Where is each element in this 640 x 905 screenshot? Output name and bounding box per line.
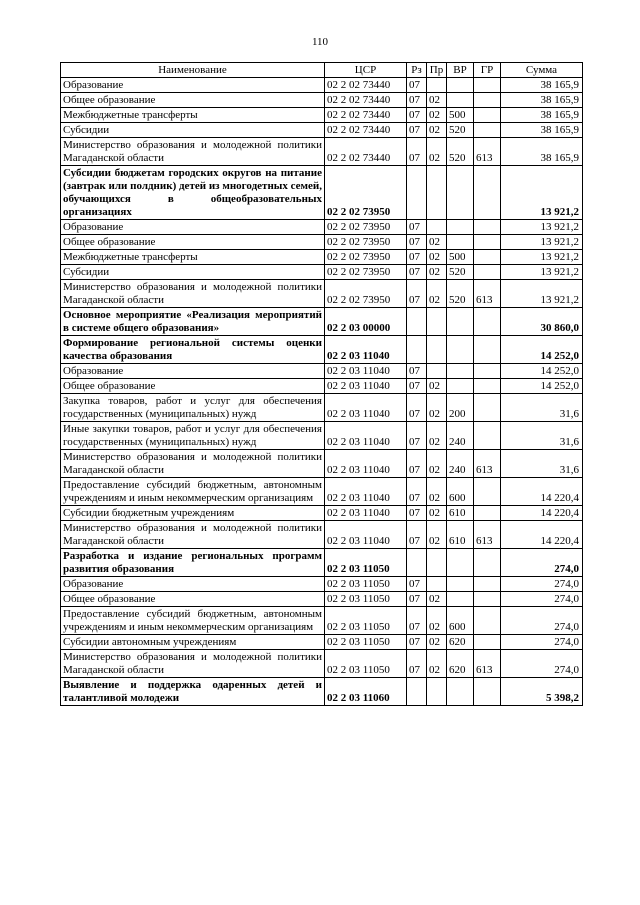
row-vr bbox=[447, 336, 474, 364]
row-csr: 02 2 03 11040 bbox=[325, 450, 407, 478]
row-vr: 520 bbox=[447, 138, 474, 166]
row-pr: 02 bbox=[427, 635, 447, 650]
table-body bbox=[61, 78, 583, 706]
table-row bbox=[61, 422, 583, 450]
row-name: Межбюджетные трансферты bbox=[61, 250, 325, 265]
row-csr: 02 2 03 11040 bbox=[325, 394, 407, 422]
row-csr: 02 2 02 73440 bbox=[325, 138, 407, 166]
row-vr: 600 bbox=[447, 478, 474, 506]
row-sum: 13 921,2 bbox=[501, 280, 583, 308]
row-sum: 274,0 bbox=[501, 650, 583, 678]
row-sum: 13 921,2 bbox=[501, 220, 583, 235]
row-sum: 14 220,4 bbox=[501, 506, 583, 521]
row-rz: 07 bbox=[407, 265, 427, 280]
row-name: Иные закупки товаров, работ и услуг для обеспечения государственных (муниципальных) нужд bbox=[61, 422, 325, 450]
row-pr: 02 bbox=[427, 422, 447, 450]
row-vr bbox=[447, 379, 474, 394]
row-csr: 02 2 03 11040 bbox=[325, 336, 407, 364]
table-row bbox=[61, 394, 583, 422]
row-name: Образование bbox=[61, 220, 325, 235]
row-gr bbox=[474, 336, 501, 364]
row-vr: 240 bbox=[447, 450, 474, 478]
row-vr bbox=[447, 308, 474, 336]
table-row bbox=[61, 235, 583, 250]
row-pr bbox=[427, 166, 447, 220]
row-sum: 274,0 bbox=[501, 549, 583, 577]
row-rz: 07 bbox=[407, 394, 427, 422]
table-row bbox=[61, 220, 583, 235]
row-vr bbox=[447, 592, 474, 607]
row-sum: 14 220,4 bbox=[501, 521, 583, 549]
row-name: Образование bbox=[61, 577, 325, 592]
page-number: 110 bbox=[311, 36, 329, 48]
row-rz: 07 bbox=[407, 93, 427, 108]
row-csr: 02 2 02 73950 bbox=[325, 166, 407, 220]
row-vr bbox=[447, 235, 474, 250]
row-name: Образование bbox=[61, 364, 325, 379]
row-name: Министерство образования и молодежной политики Магаданской области bbox=[61, 138, 325, 166]
row-pr: 02 bbox=[427, 250, 447, 265]
row-pr bbox=[427, 78, 447, 93]
row-rz: 07 bbox=[407, 123, 427, 138]
row-name: Общее образование bbox=[61, 235, 325, 250]
row-sum: 274,0 bbox=[501, 577, 583, 592]
row-rz: 07 bbox=[407, 235, 427, 250]
row-rz bbox=[407, 166, 427, 220]
row-vr bbox=[447, 364, 474, 379]
table-row bbox=[61, 108, 583, 123]
row-rz: 07 bbox=[407, 220, 427, 235]
row-gr bbox=[474, 78, 501, 93]
row-gr: 613 bbox=[474, 138, 501, 166]
row-vr: 500 bbox=[447, 250, 474, 265]
row-name: Субсидии бюджетам городских округов на питание (завтрак или полдник) детей из многодетных семей, обучающихся в общеобразовательных организациях bbox=[61, 166, 325, 220]
row-sum: 38 165,9 bbox=[501, 93, 583, 108]
row-rz: 07 bbox=[407, 364, 427, 379]
row-pr bbox=[427, 220, 447, 235]
row-rz: 07 bbox=[407, 422, 427, 450]
row-rz: 07 bbox=[407, 379, 427, 394]
row-pr: 02 bbox=[427, 235, 447, 250]
row-csr: 02 2 03 11060 bbox=[325, 678, 407, 706]
row-name: Субсидии бюджетным учреждениям bbox=[61, 506, 325, 521]
row-gr bbox=[474, 250, 501, 265]
row-name: Разработка и издание региональных программ развития образования bbox=[61, 549, 325, 577]
row-sum: 38 165,9 bbox=[501, 123, 583, 138]
table-row bbox=[61, 549, 583, 577]
header-vr: ВР bbox=[447, 63, 474, 78]
row-vr: 600 bbox=[447, 607, 474, 635]
row-vr bbox=[447, 678, 474, 706]
row-csr: 02 2 03 11050 bbox=[325, 650, 407, 678]
row-vr: 500 bbox=[447, 108, 474, 123]
row-gr bbox=[474, 592, 501, 607]
row-csr: 02 2 03 11050 bbox=[325, 607, 407, 635]
row-vr bbox=[447, 577, 474, 592]
row-sum: 38 165,9 bbox=[501, 78, 583, 93]
table-row bbox=[61, 336, 583, 364]
table-row bbox=[61, 650, 583, 678]
table-header-row bbox=[61, 63, 583, 78]
table-row bbox=[61, 521, 583, 549]
row-sum: 14 252,0 bbox=[501, 364, 583, 379]
row-csr: 02 2 03 11050 bbox=[325, 635, 407, 650]
row-rz: 07 bbox=[407, 635, 427, 650]
row-vr bbox=[447, 93, 474, 108]
row-gr: 613 bbox=[474, 280, 501, 308]
row-csr: 02 2 02 73440 bbox=[325, 93, 407, 108]
row-sum: 274,0 bbox=[501, 607, 583, 635]
row-rz bbox=[407, 336, 427, 364]
row-gr bbox=[474, 364, 501, 379]
row-name: Межбюджетные трансферты bbox=[61, 108, 325, 123]
row-gr: 613 bbox=[474, 450, 501, 478]
row-name: Министерство образования и молодежной политики Магаданской области bbox=[61, 450, 325, 478]
row-pr bbox=[427, 308, 447, 336]
row-rz: 07 bbox=[407, 592, 427, 607]
row-name: Выявление и поддержка одаренных детей и талантливой молодежи bbox=[61, 678, 325, 706]
row-pr: 02 bbox=[427, 394, 447, 422]
row-rz: 07 bbox=[407, 521, 427, 549]
row-vr: 520 bbox=[447, 280, 474, 308]
row-csr: 02 2 03 11040 bbox=[325, 506, 407, 521]
table-row bbox=[61, 678, 583, 706]
row-csr: 02 2 03 11040 bbox=[325, 521, 407, 549]
budget-table bbox=[60, 62, 583, 706]
row-pr: 02 bbox=[427, 280, 447, 308]
row-pr: 02 bbox=[427, 123, 447, 138]
row-name: Субсидии bbox=[61, 123, 325, 138]
row-csr: 02 2 02 73950 bbox=[325, 265, 407, 280]
row-sum: 31,6 bbox=[501, 422, 583, 450]
row-csr: 02 2 03 11050 bbox=[325, 549, 407, 577]
row-pr: 02 bbox=[427, 607, 447, 635]
row-pr: 02 bbox=[427, 521, 447, 549]
row-name: Министерство образования и молодежной политики Магаданской области bbox=[61, 650, 325, 678]
row-pr: 02 bbox=[427, 478, 447, 506]
table-row bbox=[61, 592, 583, 607]
table-row bbox=[61, 506, 583, 521]
row-sum: 31,6 bbox=[501, 450, 583, 478]
row-name: Образование bbox=[61, 78, 325, 93]
row-sum: 13 921,2 bbox=[501, 235, 583, 250]
table-row bbox=[61, 166, 583, 220]
row-csr: 02 2 02 73950 bbox=[325, 250, 407, 265]
row-name: Основное мероприятие «Реализация мероприятий в системе общего образования» bbox=[61, 308, 325, 336]
row-gr bbox=[474, 220, 501, 235]
row-gr bbox=[474, 93, 501, 108]
row-rz: 07 bbox=[407, 450, 427, 478]
row-sum: 14 252,0 bbox=[501, 336, 583, 364]
row-name: Общее образование bbox=[61, 93, 325, 108]
row-pr bbox=[427, 549, 447, 577]
row-vr bbox=[447, 166, 474, 220]
row-rz: 07 bbox=[407, 478, 427, 506]
row-sum: 13 921,2 bbox=[501, 250, 583, 265]
table-row bbox=[61, 308, 583, 336]
table-row bbox=[61, 123, 583, 138]
header-name: Наименование bbox=[61, 63, 325, 78]
row-gr bbox=[474, 265, 501, 280]
row-pr: 02 bbox=[427, 93, 447, 108]
table-row bbox=[61, 280, 583, 308]
row-pr: 02 bbox=[427, 379, 447, 394]
row-gr bbox=[474, 577, 501, 592]
row-rz bbox=[407, 678, 427, 706]
header-rz: Рз bbox=[407, 63, 427, 78]
row-gr bbox=[474, 235, 501, 250]
row-gr bbox=[474, 678, 501, 706]
row-name: Закупка товаров, работ и услуг для обеспечения государственных (муниципальных) нужд bbox=[61, 394, 325, 422]
row-gr bbox=[474, 123, 501, 138]
row-name: Формирование региональной системы оценки качества образования bbox=[61, 336, 325, 364]
row-sum: 38 165,9 bbox=[501, 108, 583, 123]
row-pr bbox=[427, 678, 447, 706]
row-name: Субсидии автономным учреждениям bbox=[61, 635, 325, 650]
table-row bbox=[61, 250, 583, 265]
row-rz: 07 bbox=[407, 250, 427, 265]
row-sum: 13 921,2 bbox=[501, 265, 583, 280]
table-row bbox=[61, 607, 583, 635]
row-sum: 274,0 bbox=[501, 635, 583, 650]
row-rz: 07 bbox=[407, 650, 427, 678]
row-gr bbox=[474, 308, 501, 336]
row-sum: 14 252,0 bbox=[501, 379, 583, 394]
table-row bbox=[61, 265, 583, 280]
row-pr bbox=[427, 577, 447, 592]
row-vr: 520 bbox=[447, 123, 474, 138]
row-rz: 07 bbox=[407, 78, 427, 93]
row-sum: 30 860,0 bbox=[501, 308, 583, 336]
row-csr: 02 2 03 00000 bbox=[325, 308, 407, 336]
table-row bbox=[61, 478, 583, 506]
row-csr: 02 2 02 73440 bbox=[325, 78, 407, 93]
table-row bbox=[61, 364, 583, 379]
row-name: Общее образование bbox=[61, 379, 325, 394]
row-rz: 07 bbox=[407, 108, 427, 123]
row-csr: 02 2 03 11040 bbox=[325, 422, 407, 450]
row-vr: 620 bbox=[447, 635, 474, 650]
row-sum: 38 165,9 bbox=[501, 138, 583, 166]
row-sum: 274,0 bbox=[501, 592, 583, 607]
row-gr: 613 bbox=[474, 521, 501, 549]
row-gr bbox=[474, 478, 501, 506]
row-csr: 02 2 03 11040 bbox=[325, 364, 407, 379]
row-sum: 13 921,2 bbox=[501, 166, 583, 220]
row-gr bbox=[474, 394, 501, 422]
row-pr: 02 bbox=[427, 138, 447, 166]
table-row bbox=[61, 450, 583, 478]
row-gr bbox=[474, 549, 501, 577]
row-vr: 620 bbox=[447, 650, 474, 678]
row-pr bbox=[427, 336, 447, 364]
row-csr: 02 2 03 11040 bbox=[325, 478, 407, 506]
row-sum: 14 220,4 bbox=[501, 478, 583, 506]
row-vr bbox=[447, 78, 474, 93]
row-sum: 31,6 bbox=[501, 394, 583, 422]
header-csr: ЦСР bbox=[325, 63, 407, 78]
row-gr bbox=[474, 108, 501, 123]
row-csr: 02 2 03 11050 bbox=[325, 577, 407, 592]
row-vr: 610 bbox=[447, 506, 474, 521]
row-rz: 07 bbox=[407, 607, 427, 635]
row-gr bbox=[474, 607, 501, 635]
row-rz: 07 bbox=[407, 577, 427, 592]
row-vr: 200 bbox=[447, 394, 474, 422]
row-pr: 02 bbox=[427, 506, 447, 521]
row-rz: 07 bbox=[407, 506, 427, 521]
table-row bbox=[61, 138, 583, 166]
row-gr bbox=[474, 635, 501, 650]
row-sum: 5 398,2 bbox=[501, 678, 583, 706]
row-name: Предоставление субсидий бюджетным, автономным учреждениям и иным некоммерческим организациям bbox=[61, 478, 325, 506]
row-csr: 02 2 03 11050 bbox=[325, 592, 407, 607]
row-name: Субсидии bbox=[61, 265, 325, 280]
row-vr bbox=[447, 549, 474, 577]
row-pr: 02 bbox=[427, 650, 447, 678]
row-rz: 07 bbox=[407, 138, 427, 166]
row-gr bbox=[474, 506, 501, 521]
row-csr: 02 2 02 73950 bbox=[325, 235, 407, 250]
row-gr bbox=[474, 166, 501, 220]
row-csr: 02 2 02 73440 bbox=[325, 108, 407, 123]
row-name: Предоставление субсидий бюджетным, автономным учреждениям и иным некоммерческим организациям bbox=[61, 607, 325, 635]
table-row bbox=[61, 635, 583, 650]
row-gr bbox=[474, 379, 501, 394]
row-name: Общее образование bbox=[61, 592, 325, 607]
row-gr: 613 bbox=[474, 650, 501, 678]
table-row bbox=[61, 78, 583, 93]
table-row bbox=[61, 379, 583, 394]
row-csr: 02 2 02 73950 bbox=[325, 280, 407, 308]
row-rz: 07 bbox=[407, 280, 427, 308]
row-vr: 520 bbox=[447, 265, 474, 280]
row-gr bbox=[474, 422, 501, 450]
header-sum: Сумма bbox=[501, 63, 583, 78]
row-pr bbox=[427, 364, 447, 379]
table-row bbox=[61, 577, 583, 592]
row-vr: 240 bbox=[447, 422, 474, 450]
row-vr bbox=[447, 220, 474, 235]
row-rz bbox=[407, 549, 427, 577]
row-pr: 02 bbox=[427, 592, 447, 607]
row-csr: 02 2 02 73440 bbox=[325, 123, 407, 138]
table-row bbox=[61, 93, 583, 108]
row-csr: 02 2 03 11040 bbox=[325, 379, 407, 394]
header-gr: ГР bbox=[474, 63, 501, 78]
row-vr: 610 bbox=[447, 521, 474, 549]
header-pr: Пр bbox=[427, 63, 447, 78]
row-pr: 02 bbox=[427, 450, 447, 478]
row-name: Министерство образования и молодежной политики Магаданской области bbox=[61, 521, 325, 549]
row-name: Министерство образования и молодежной политики Магаданской области bbox=[61, 280, 325, 308]
row-csr: 02 2 02 73950 bbox=[325, 220, 407, 235]
row-rz bbox=[407, 308, 427, 336]
row-pr: 02 bbox=[427, 108, 447, 123]
row-pr: 02 bbox=[427, 265, 447, 280]
